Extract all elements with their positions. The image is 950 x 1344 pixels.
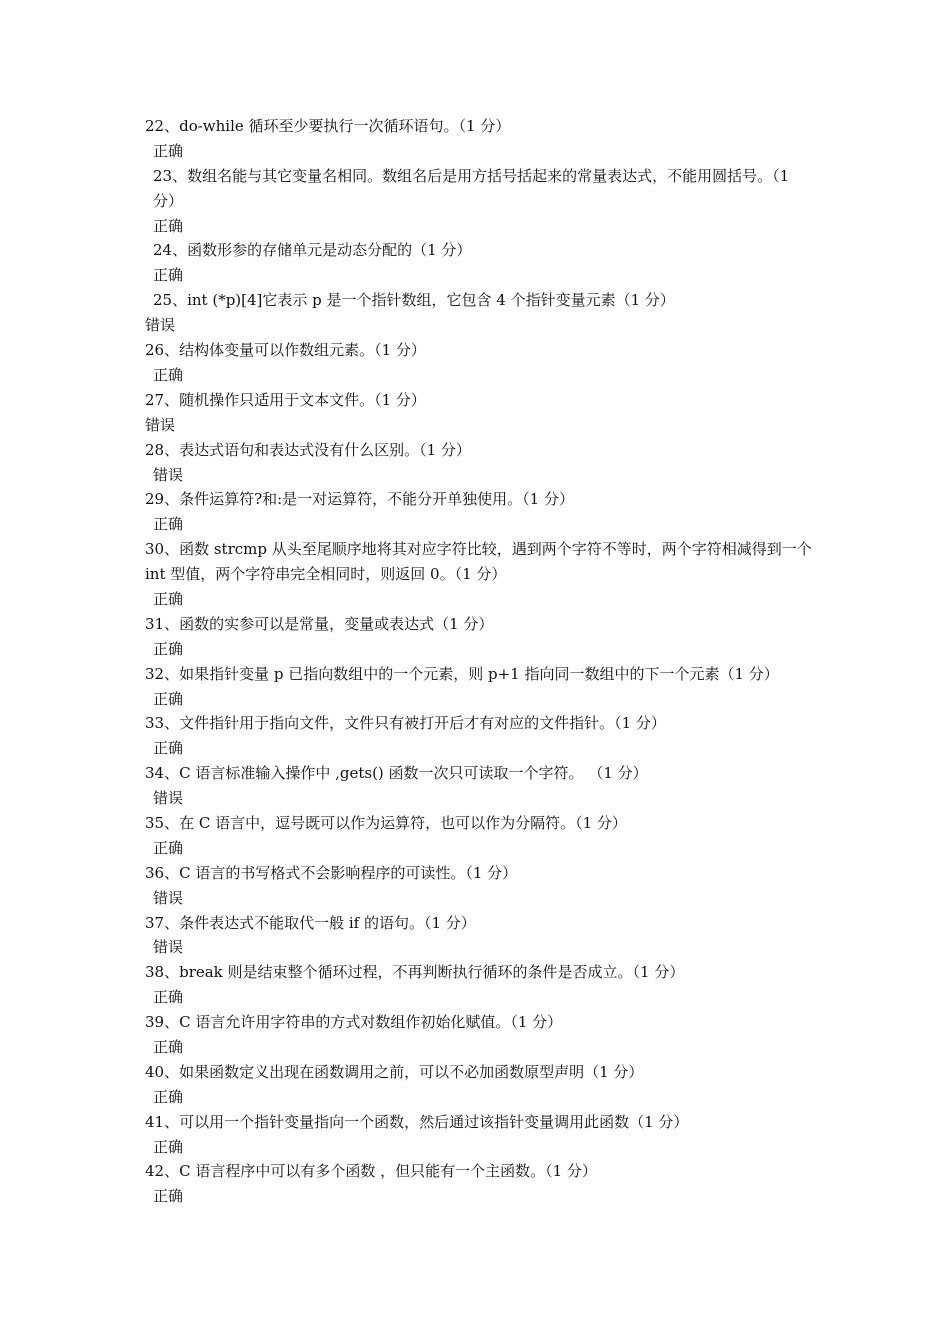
question-text: 36、C 语言的书写格式不会影响程序的可读性。（1 分）: [145, 863, 518, 882]
answer-text: 正确: [153, 1187, 184, 1206]
question-text: 32、如果指针变量 p 已指向数组中的一个元素，则 p+1 指向同一数组中的下一个元素（1 分）: [145, 664, 779, 683]
question-item: [145, 911, 815, 961]
question-text: 25、int (*p)[4]它表示 p 是一个指针数组，它包含 4 个指针变量元素（1 分）: [153, 291, 675, 310]
question-text: 22、do-while 循环至少要执行一次循环语句。（1 分）: [145, 117, 511, 135]
question-item: [145, 811, 815, 861]
answer-text: 正确: [153, 689, 184, 708]
question-text: 30、函数 strcmp 从头至尾顺序地将其对应字符比较，遇到两个字符不等时，两个字符相减得到一个 int 型值，两个字符串完全相同时，则返回 0。（1 分）: [145, 540, 812, 584]
answer-text: 错误: [153, 888, 184, 907]
question-item: [145, 338, 815, 388]
question-text: 41、可以用一个指针变量指向一个函数，然后通过该指针变量调用此函数（1 分）: [145, 1112, 689, 1131]
question-text: 29、条件运算符?和:是一对运算符，不能分开单独使用。（1 分）: [145, 490, 574, 509]
question-text: 23、数组名能与其它变量名相同。数组名后是用方括号括起来的常量表达式，不能用圆括号。（1 分）: [153, 166, 790, 210]
question-text: 24、函数形参的存储单元是动态分配的（1 分）: [153, 241, 472, 260]
answer-text: 正确: [153, 589, 184, 608]
question-item: [145, 114, 815, 164]
question-item: [145, 1010, 815, 1060]
question-text: 28、表达式语句和表达式没有什么区别。（1 分）: [145, 440, 471, 459]
question-text: 27、随机操作只适用于文本文件。（1 分）: [145, 390, 426, 409]
question-item: [145, 1110, 815, 1160]
question-text: 40、如果函数定义出现在函数调用之前，可以不必加函数原型声明（1 分）: [145, 1062, 644, 1081]
answer-text: 正确: [153, 365, 184, 384]
answer-text: 正确: [153, 266, 184, 285]
question-item: [145, 288, 815, 338]
question-text: 37、条件表达式不能取代一般 if 的语句。（1 分）: [145, 913, 476, 932]
answer-text: 错误: [145, 415, 176, 434]
answer-text: 错误: [153, 938, 184, 957]
question-item: [145, 861, 815, 911]
question-item: [145, 438, 815, 488]
answer-text: 正确: [153, 988, 184, 1007]
question-text: 35、在 C 语言中，逗号既可以作为运算符，也可以作为分隔符。（1 分）: [145, 814, 627, 832]
question-item: [145, 1159, 815, 1209]
question-item: [145, 711, 815, 761]
question-text: 26、结构体变量可以作数组元素。（1 分）: [145, 341, 426, 360]
answer-text: 错误: [153, 789, 184, 808]
question-item: [145, 960, 815, 1010]
question-item: [145, 388, 815, 438]
answer-text: 正确: [153, 639, 184, 658]
question-text: 42、C 语言程序中可以有多个函数 ，但只能有一个主函数。（1 分）: [145, 1162, 597, 1181]
question-item: [145, 238, 815, 288]
question-item: [145, 487, 815, 537]
question-text: 33、文件指针用于指向文件，文件只有被打开后才有对应的文件指针。（1 分）: [145, 714, 666, 733]
answer-text: 正确: [153, 1038, 184, 1057]
answer-text: 错误: [145, 316, 176, 335]
question-text: 39、C 语言允许用字符串的方式对数组作初始化赋值。（1 分）: [145, 1013, 563, 1032]
answer-text: 正确: [153, 1087, 184, 1106]
question-text: 38、break 则是结束整个循环过程，不再判断执行循环的条件是否成立。（1 分）: [145, 963, 685, 982]
question-text: 34、C 语言标准输入操作中 ,gets() 函数一次只可读取一个字符。 （1 分）: [145, 764, 648, 783]
question-item: [145, 662, 815, 712]
question-item: [145, 761, 815, 811]
answer-text: 正确: [153, 141, 184, 160]
answer-text: 正确: [153, 216, 184, 235]
answer-text: 正确: [153, 515, 184, 534]
question-text: 31、函数的实参可以是常量，变量或表达式（1 分）: [145, 614, 494, 633]
question-item: [145, 537, 815, 612]
answer-text: 正确: [153, 838, 184, 857]
answer-text: 正确: [153, 1137, 184, 1156]
answer-text: 正确: [153, 739, 184, 758]
question-item: [145, 1060, 815, 1110]
answer-text: 错误: [153, 465, 184, 484]
question-item: [145, 612, 815, 662]
question-list: [145, 114, 815, 1209]
question-item: [145, 164, 815, 239]
